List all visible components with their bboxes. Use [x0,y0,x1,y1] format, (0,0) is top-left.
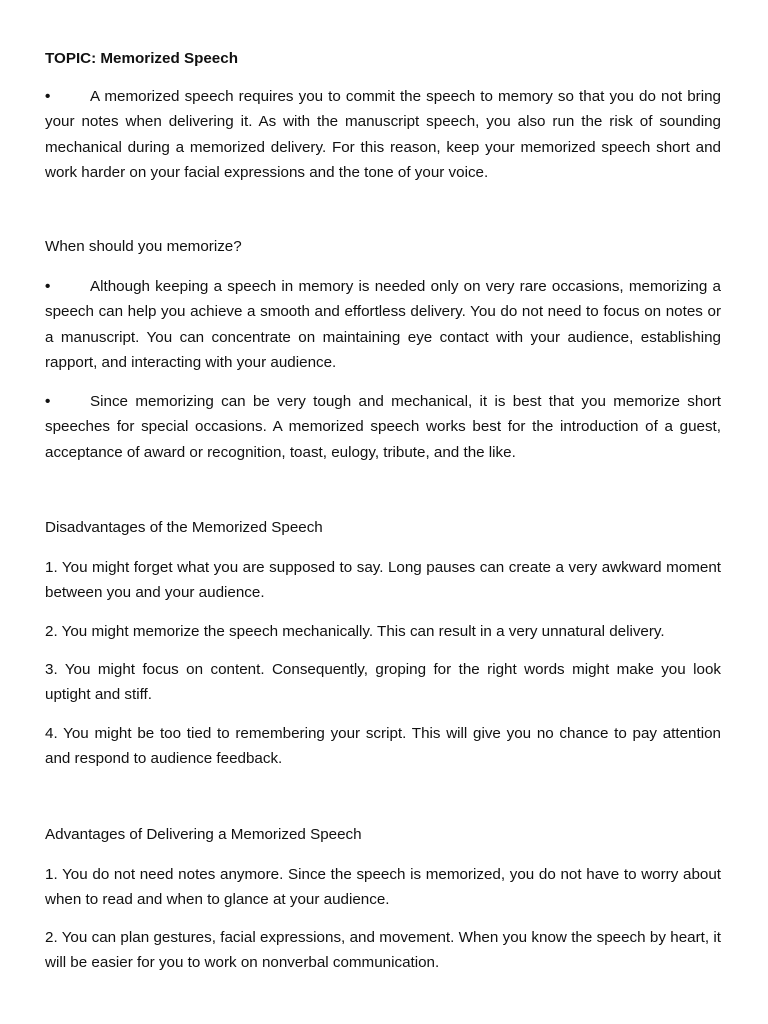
advantages-heading: Advantages of Delivering a Memorized Speech [45,826,362,843]
bullet-icon: • [45,393,51,410]
intro-bullet-paragraph [45,84,721,186]
disadvantage-item: 2. You might memorize the speech mechanically. This can result in a very unnatural delivery. [45,623,665,640]
when-bullet-text: Although keeping a speech in memory is needed only on very rare occasions, memorizing a speech can help you achieve a smooth and effortless delivery. You do not need to focus on notes or a manuscript. You can concentrate on maintaining eye contact with your audience, establishing rapport, and interacting with your audience. [45,278,721,372]
bullet-icon: • [45,278,51,295]
advantage-item: 1. You do not need notes anymore. Since the speech is memorized, you do not have to worry about when to read and when to glance at your audience. [45,866,721,909]
advantage-item: 2. You can plan gestures, facial expressions, and movement. When you know the speech by heart, it will be easier for you to work on nonverbal communication. [45,929,721,972]
when-bullet-text: Since memorizing can be very tough and mechanical, it is best that you memorize short speeches for special occasions. A memorized speech works best for the introduction of a guest, acceptance of award or recognition, toast, eulogy, tribute, and the like. [45,393,721,461]
intro-text: A memorized speech requires you to commit the speech to memory so that you do not bring your notes when delivering it. As with the manuscript speech, you also run the risk of sounding mechanical during a memorized delivery. For this reason, keep your memorized speech short and work harder on your facial expressions and the tone of your voice. [45,88,721,182]
document-title: TOPIC: Memorized Speech [45,50,238,67]
when-bullet-paragraph [45,389,721,465]
disadvantage-item: 3. You might focus on content. Consequently, groping for the right words might make you look uptight and stiff. [45,661,721,704]
disadvantage-item: 4. You might be too tied to remembering your script. This will give you no chance to pay attention and respond to audience feedback. [45,725,721,768]
disadvantage-item: 1. You might forget what you are supposed to say. Long pauses can create a very awkward moment between you and your audience. [45,559,721,602]
bullet-icon: • [45,88,51,105]
disadvantages-heading: Disadvantages of the Memorized Speech [45,519,323,536]
when-bullet-paragraph [45,274,721,376]
when-section-heading: When should you memorize? [45,238,242,255]
